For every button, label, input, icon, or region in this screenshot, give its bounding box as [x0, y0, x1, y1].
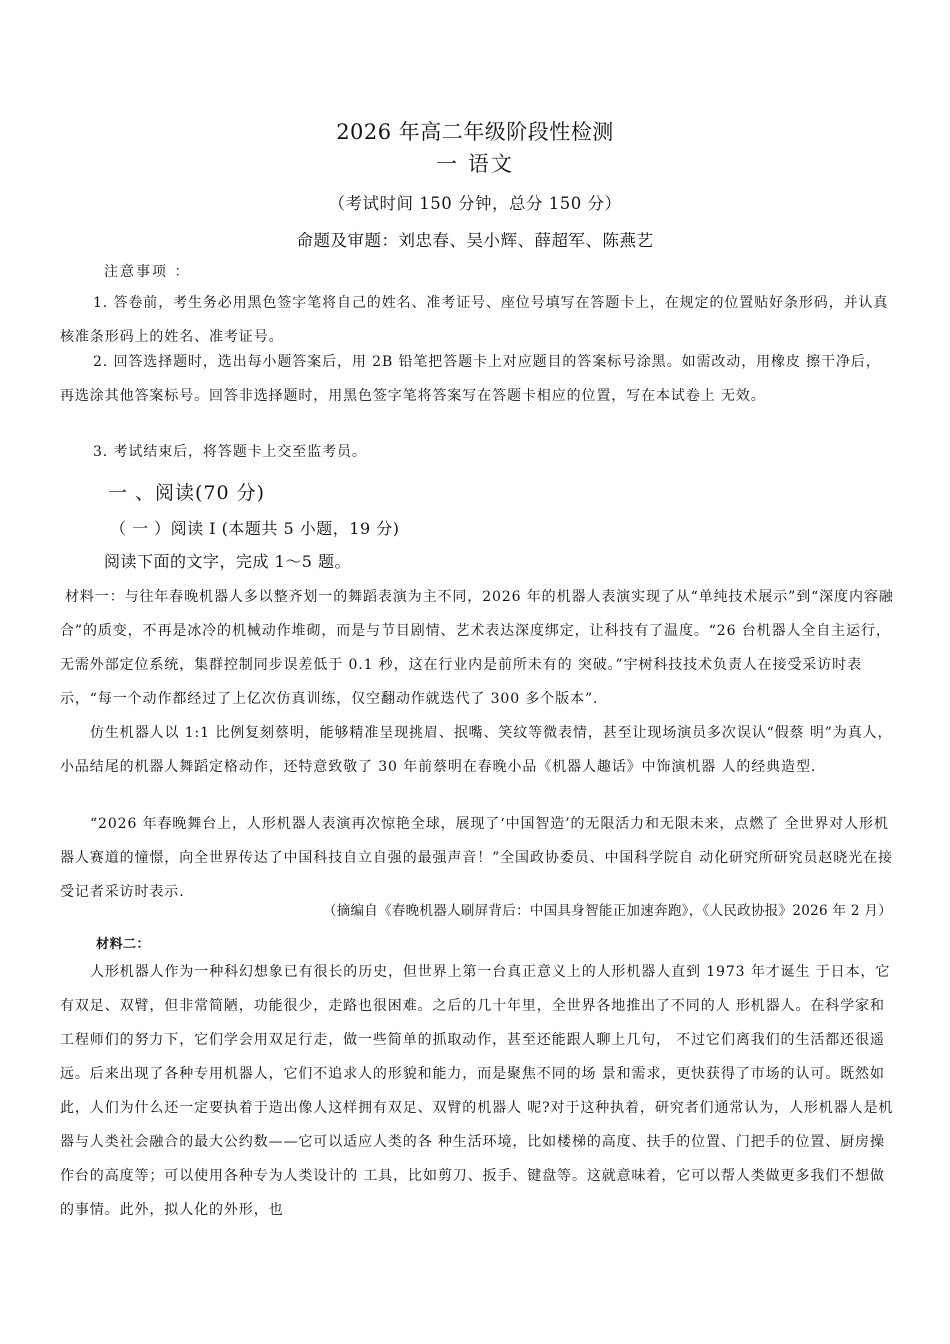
exam-authors: 命题及审题：刘忠春、吴小辉、薛超军、陈燕艺	[296, 231, 654, 250]
notice-item-1: 1. 答卷前，考生务必用黑色签字笔将自己的姓名、准考证号、座位号填写在答题卡上，在规定的位置贴好条形码，并认真核准条形码上的姓名、准考证号。	[60, 295, 889, 345]
material1-paragraph-2: 仿生机器人以 1:1 比例复刻蔡明，能够精准呈现挑眉、抿嘴、笑纹等微表情，甚至让现场演员多次误认“假蔡 明”为真人，小品结尾的机器人舞蹈定格动作，还特意致敬了 30 年前蔡明在春晚小品《机器人趣话》中饰演机器 人的经典造型.	[60, 725, 893, 775]
notice-heading: 注意事项 ：	[104, 264, 191, 280]
material1-paragraph-1: 材料一：与往年春晚机器人多以整齐划一的舞蹈表演为主不同，2026 年的机器人表演实现了从“单纯技术展示”到“深度内容融合”的质变，不再是冰冷的机械动作堆砌，而是与节目剧情、艺术表达深度绑定，让科技有了温度。“26 台机器人全自主运行，无需外部定位系统，集群控制同步误差低于 0.1 秒，这在行业内是前所未有的 突破。”宇树科技技术负责人在接受采访时表示，“每一个动作都经过了上亿次仿真训练，仅空翻动作就迭代了 300 多个版本”.	[60, 589, 894, 707]
exam-time-info: （考试时间 150 分钟，总分 150 分）	[328, 194, 622, 213]
material1-source: （摘编自《春晚机器人刷屏背后：中国具身智能正加速奔跑》，《人民政协报》2026 年 2 月）	[322, 903, 892, 919]
exam-subject: 一 语文	[436, 152, 514, 176]
section-title: 一 、阅读(70 分)	[108, 482, 266, 504]
notice-item-3: 3. 考试结束后，将答题卡上交至监考员。	[93, 444, 367, 460]
material1-paragraph-3: “2026 年春晚舞台上，人形机器人表演再次惊艳全球，展现了‘中国智造’的无限活力和无限未来，点燃了 全世界对人形机器人赛道的憧憬，向全世界传达了中国科技自立自强的最强声音！”全国政协委员、中国科学院自 动化研究所研究员赵晓光在接受记者采访时表示.	[60, 816, 893, 900]
subsection-title: （ 一 ）阅读 I (本题共 5 小题，19 分)	[110, 519, 400, 538]
material2-paragraph-1: 人形机器人作为一种科幻想象已有很长的历史，但世界上第一台真正意义上的人形机器人直到 1973 年才诞生 于日本，它有双足、双臂，但非常简陋，功能很少，走路也很困难。之后的几十年里，全世界各地推出了不同的人 形机器人。在科学家和工程师们的努力下，它们学会用双足行走，做一些简单的抓取动作，甚至还能跟人聊上几句， 不过它们离我们的生活都还很遥远。后来出现了各种专用机器人，它们不追求人的形貌和能力，而是聚焦不同的场 景和需求，更快获得了市场的认可。既然如此，人们为什么还一定要执着于造出像人这样拥有双足、双臂的机器人 呢?对于这种执着，研究者们通常认为，人形机器人是机器与人类社会融合的最大公约数——它可以适应人类的各 种生活环境，比如楼梯的高度、扶手的位置、门把手的位置、厨房操作台的高度等；可以使用各种专为人类设计的 工具，比如剪刀、扳手、键盘等。这就意味着，它可以帮人类做更多我们不想做的事情。此外，拟人化的外形，也	[60, 964, 894, 1218]
reading-instruction: 阅读下面的文字，完成 1～5 题。	[104, 552, 352, 571]
exam-title: 2026 年高二年级阶段性检测	[336, 120, 614, 144]
notice-item-2: 2. 回答选择题时，选出每小题答案后，用 2B 铅笔把答题卡上对应题目的答案标号涂黑。如需改动，用橡皮 擦干净后，再选涂其他答案标号。回答非选择题时，用黑色签字笔将答案写在答题卡相应的位置，写在本试卷上 无效。	[60, 354, 881, 404]
material2-label: 材料二：	[96, 937, 151, 952]
